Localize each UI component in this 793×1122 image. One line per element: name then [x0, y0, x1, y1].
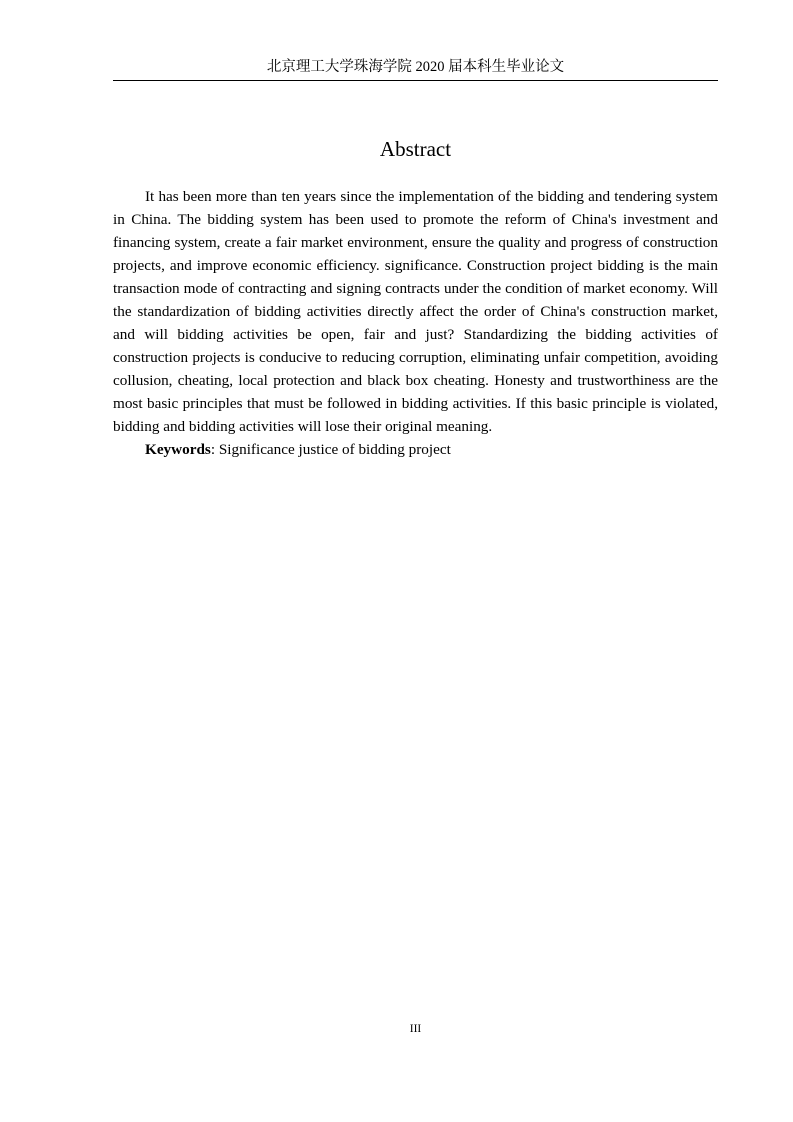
- abstract-section: [113, 185, 718, 461]
- keywords-label: Keywords: [145, 441, 211, 458]
- page-header: 北京理工大学珠海学院 2020 届本科生毕业论文: [266, 59, 565, 75]
- abstract-paragraph: It has been more than ten years since the implementation of the bidding and tendering system in China. The bidding system has been used to promote the reform of China's investment and financing system, create a fair market environment, ensure the quality and progress of construction projects, and improve economic efficiency. significance. Construction project bidding is the main transaction mode of contracting and signing contracts under the condition of market economy. Will the standardization of bidding activities directly affect the order of China's construction market, and will bidding activities be open, fair and just? Standardizing the bidding activities of construction projects is conducive to reducing corruption, eliminating unfair competition, avoiding collusion, cheating, local protection and black box cheating. Honesty and trustworthiness are the most basic principles that must be followed in bidding activities. If this basic principle is violated, bidding and bidding activities will lose their original meaning.: [113, 188, 718, 435]
- abstract-heading: Abstract: [379, 137, 452, 161]
- keywords-separator: :: [210, 441, 219, 458]
- page-number: III: [409, 1023, 422, 1035]
- keywords-line: [113, 438, 718, 461]
- keywords-value: Significance justice of bidding project: [218, 441, 451, 458]
- header-divider: [113, 80, 718, 81]
